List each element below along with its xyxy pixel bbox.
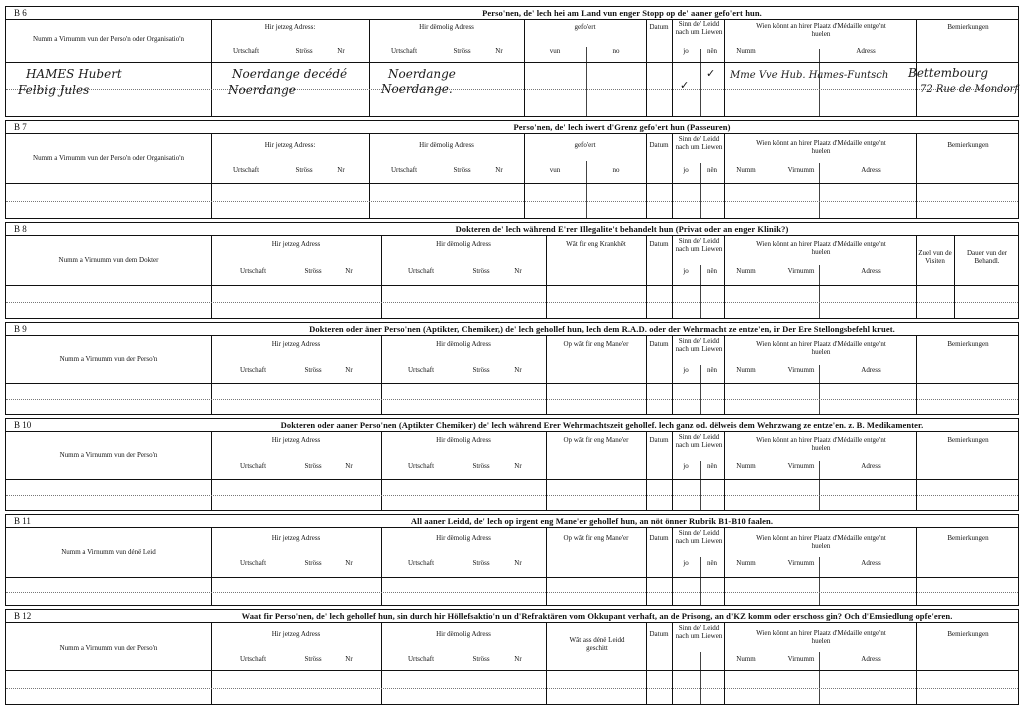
col-name-header: Numm a Virnumm vun der Perso'n oder Organisatio'n xyxy=(33,35,184,43)
section-code: B 11 xyxy=(14,516,31,526)
medal-sub-address: Adress xyxy=(861,366,881,374)
col-mid-header: gefo'ert xyxy=(574,23,596,31)
section-title: Perso'nen, de' lech iwert d'Grenz gefo'ert hun (Passeuren) xyxy=(513,122,731,132)
entry-now-1: Noerdange decédé xyxy=(232,67,348,81)
sense-no: nën xyxy=(706,47,718,55)
sub-street: Ströss xyxy=(472,655,490,663)
sub-street: Ströss xyxy=(472,462,490,470)
entry-then-2: Noerdange. xyxy=(381,82,453,96)
section-b8 xyxy=(5,222,1019,319)
col-medal-header: Wien könnt an hirer Plaatz d'Médaille entge'nt huelen xyxy=(756,240,886,256)
section-code: B 10 xyxy=(14,420,32,430)
sub-town: Urtschaft xyxy=(390,166,418,174)
sub-town: Urtschaft xyxy=(407,366,435,374)
sense-yes: jo xyxy=(683,559,689,567)
col-remarks-header: Bemierkungen xyxy=(947,340,989,348)
check-yes-mark: ✓ xyxy=(680,79,690,92)
sub-street: Ströss xyxy=(304,267,322,275)
sub-street: Ströss xyxy=(472,559,490,567)
entry-name-2: Felbig Jules xyxy=(18,83,90,97)
section-b12 xyxy=(5,609,1019,705)
medal-sub-name: Numm xyxy=(736,47,756,55)
sense-yes: jo xyxy=(683,366,689,374)
col-remarks-header: Bemierkungen xyxy=(947,23,989,31)
col-then-header: Hir dëmolig Adress xyxy=(436,630,491,638)
col-sense-header: Sinn de' Leidd nach um Liewen xyxy=(675,433,723,449)
medal-sub-address: Adress xyxy=(861,559,881,567)
section-b6 xyxy=(5,6,1019,117)
col-remarks-header: Bemierkungen xyxy=(947,534,989,542)
sub-street: Ströss xyxy=(472,366,490,374)
medal-sub-address: Adress xyxy=(861,267,881,275)
entry-medal: Mme Vve Hub. Hames-Funtsch xyxy=(730,70,889,81)
sense-no: nën xyxy=(706,559,718,567)
col-medal-header: Wien könnt an hirer Plaatz d'Médaille entge'nt huelen xyxy=(756,629,886,645)
sub-street: Ströss xyxy=(295,47,313,55)
check-no-mark: ✓ xyxy=(706,67,716,80)
section-code: B 6 xyxy=(14,8,27,18)
sub-town: Urtschaft xyxy=(407,655,435,663)
sub-town: Urtschaft xyxy=(390,47,418,55)
col-then-header: Hir dëmolig Adress xyxy=(419,141,474,149)
section-title: Waat fir Perso'nen, de' lech gehollef hun, sin durch hir Höllefsaktio'n un d'Refraktären vom Okkupant verhaft, an de Prisong, an d'KZ komm oder erschoss gin? Och d'Emsiedlung opfe'eren. xyxy=(241,611,953,621)
section-code: B 9 xyxy=(14,324,27,334)
col-medal-header: Wien könnt an hirer Plaatz d'Médaille entge'nt huelen xyxy=(756,534,886,550)
entry-then-1: Noerdange xyxy=(388,67,456,81)
sense-yes: jo xyxy=(683,462,689,470)
sense-no: nën xyxy=(706,462,718,470)
medal-sub-name: Numm xyxy=(736,655,756,663)
col-sense-header: Sinn de' Leidd nach um Liewen xyxy=(675,337,723,353)
section-title-row xyxy=(6,121,1018,134)
col-medal-header: Wien könnt an hirer Plaatz d'Médaille entge'nt huelen xyxy=(756,436,886,452)
sub-town: Urtschaft xyxy=(232,166,260,174)
section-title: Perso'nen, de' lech hei am Land vun enger Stopp op de' aaner gefo'ert hun. xyxy=(482,8,762,18)
medal-sub-firstname: Virnumm xyxy=(787,267,815,275)
section-title: All aaner Leidd, de' lech op irgent eng Mane'er gehollef hun, an nöt önner Rubrik B1-B10 faalen. xyxy=(410,516,774,526)
section-title-row xyxy=(6,515,1018,528)
sub-town: Urtschaft xyxy=(232,47,260,55)
sub-town: Urtschaft xyxy=(407,462,435,470)
medal-sub-address: Adress xyxy=(861,462,881,470)
section-b11 xyxy=(5,514,1019,606)
medal-sub-address: Adress xyxy=(861,655,881,663)
col-disease-header: Wât fir eng Krankhêt xyxy=(566,240,626,248)
col-name-header: Numm a Virnumm vun der Perso'n oder Organisatio'n xyxy=(33,154,184,162)
col-date-header: Datum xyxy=(649,534,669,542)
col-duration-header: Dauer vun der Behandl. xyxy=(966,249,1008,265)
sub-number: Nr xyxy=(514,559,522,567)
sub-town: Urtschaft xyxy=(239,559,267,567)
section-title: Dokteren de' lech während E'rer Illegalite't behandelt hun (Privat oder an enger Klinik?) xyxy=(455,224,789,234)
sub-town: Urtschaft xyxy=(407,267,435,275)
col-manner-header: Op wât fir eng Mane'er xyxy=(563,436,629,444)
col-medal-header: Wien könnt an hirer Plaatz d'Médaille entge'nt huelen xyxy=(756,139,886,155)
medal-sub-address: Adress xyxy=(861,166,881,174)
col-happened-header: Wât ass dénë Leidd geschitt xyxy=(569,636,625,652)
sub-number: Nr xyxy=(337,166,345,174)
col-now-header: Hir jetzeg Adress xyxy=(271,340,321,348)
sub-number: Nr xyxy=(345,462,353,470)
sub-street: Ströss xyxy=(304,655,322,663)
sub-number: Nr xyxy=(345,366,353,374)
section-title-row xyxy=(6,323,1018,336)
col-sense-header: Sinn de' Leidd nach um Liewen xyxy=(675,135,723,151)
medal-sub-firstname: Virnumm xyxy=(787,462,815,470)
col-then-header: Hir dëmolig Adress xyxy=(419,23,474,31)
sub-street: Ströss xyxy=(304,559,322,567)
col-mid-header: gefo'ert xyxy=(574,141,596,149)
section-title: Dokteren oder aaner Perso'nen (Aptikter Chemiker) de' lech während Erer Wehrmachtszeit gehollef. lech ganz od. dëlweis dem Wehrzwang ze entze'en. z. B. Medikamenter. xyxy=(280,420,924,430)
col-sense-header: Sinn de' Leidd nach um Liewen xyxy=(675,20,723,36)
col-remarks-header: Bemierkungen xyxy=(947,436,989,444)
section-b9 xyxy=(5,322,1019,415)
entry-remarks-2: 72 Rue de Mondorf xyxy=(920,84,1019,95)
col-name-header: Numm a Virnumm vun der Perso'n xyxy=(59,644,158,652)
sub-street: Ströss xyxy=(304,462,322,470)
col-then-header: Hir dëmolig Adress xyxy=(436,240,491,248)
sub-from: vun xyxy=(549,47,561,55)
sub-number: Nr xyxy=(345,267,353,275)
sub-street: Ströss xyxy=(304,366,322,374)
entry-remarks-1: Bettembourg xyxy=(908,66,989,80)
col-sense-header: Sinn de' Leidd nach um Liewen xyxy=(675,529,723,545)
col-name-header: Numm a Virnumm vun der Perso'n xyxy=(59,355,158,363)
sub-number: Nr xyxy=(514,462,522,470)
sense-yes: jo xyxy=(683,267,689,275)
entry-name-1: HAMES Hubert xyxy=(26,67,122,81)
sub-number: Nr xyxy=(514,655,522,663)
col-date-header: Datum xyxy=(649,141,669,149)
sense-no: nën xyxy=(706,166,718,174)
section-code: B 12 xyxy=(14,611,32,621)
sense-yes: jo xyxy=(683,166,689,174)
sub-street: Ströss xyxy=(453,166,471,174)
col-visits-header: Zuel vun de Visiten xyxy=(918,249,952,265)
sub-number: Nr xyxy=(514,267,522,275)
section-code: B 8 xyxy=(14,224,27,234)
col-name-header: Numm a Virnumm vun der Perso'n xyxy=(59,451,158,459)
col-medal-header: Wien könnt an hirer Plaatz d'Médaille entge'nt huelen xyxy=(756,22,886,38)
medal-sub-name: Numm xyxy=(736,366,756,374)
col-then-header: Hir dëmolig Adress xyxy=(436,436,491,444)
section-code: B 7 xyxy=(14,122,27,132)
col-now-header: Hir jetzeg Adress xyxy=(271,630,321,638)
col-medal-header: Wien könnt an hirer Plaatz d'Médaille entge'nt huelen xyxy=(756,340,886,356)
sub-to: no xyxy=(612,166,620,174)
col-date-header: Datum xyxy=(649,436,669,444)
sub-from: vun xyxy=(549,166,561,174)
medal-sub-name: Numm xyxy=(736,559,756,567)
medal-sub-name: Numm xyxy=(736,267,756,275)
col-now-header: Hir jetzeg Adress: xyxy=(264,23,316,31)
sub-street: Ströss xyxy=(295,166,313,174)
col-now-header: Hir jetzeg Adress xyxy=(271,534,321,542)
col-date-header: Datum xyxy=(649,240,669,248)
sense-yes: jo xyxy=(683,47,689,55)
col-sense-header: Sinn de' Leidd nach um Liewen xyxy=(675,624,723,640)
col-then-header: Hir dëmolig Adress xyxy=(436,340,491,348)
sub-street: Ströss xyxy=(472,267,490,275)
sub-town: Urtschaft xyxy=(239,267,267,275)
medal-sub-name: Numm xyxy=(736,166,756,174)
col-manner-header: Op wât fir eng Mane'er xyxy=(563,534,629,542)
col-then-header: Hir dëmolig Adress xyxy=(436,534,491,542)
col-date-header: Datum xyxy=(649,340,669,348)
col-now-header: Hir jetzeg Adress: xyxy=(264,141,316,149)
sub-number: Nr xyxy=(495,47,503,55)
col-name-header: Numm a Virnumm vun dénë Leid xyxy=(61,548,156,556)
col-manner-header: Op wât fir eng Mane'er xyxy=(563,340,629,348)
section-b7 xyxy=(5,120,1019,219)
medal-sub-firstname: Virnumm xyxy=(787,366,815,374)
medal-sub-name: Numm xyxy=(736,462,756,470)
sub-number: Nr xyxy=(514,366,522,374)
sub-town: Urtschaft xyxy=(239,366,267,374)
sub-town: Urtschaft xyxy=(407,559,435,567)
col-name-header: Numm a Virnumm vun dem Dokter xyxy=(58,256,159,264)
col-remarks-header: Bemierkungen xyxy=(947,141,989,149)
col-now-header: Hir jetzeg Adress xyxy=(271,240,321,248)
section-title-row xyxy=(6,419,1018,432)
sub-number: Nr xyxy=(495,166,503,174)
sub-number: Nr xyxy=(345,559,353,567)
sub-number: Nr xyxy=(345,655,353,663)
sub-town: Urtschaft xyxy=(239,462,267,470)
col-remarks-header: Bemierkungen xyxy=(947,630,989,638)
section-b10 xyxy=(5,418,1019,511)
col-sense-header: Sinn de' Leidd nach um Liewen xyxy=(675,237,723,253)
section-title-row xyxy=(6,610,1018,623)
medal-sub-firstname: Virnumm xyxy=(787,559,815,567)
medal-sub-firstname: Virnumm xyxy=(787,166,815,174)
medal-sub-address: Adress xyxy=(856,47,876,55)
col-date-header: Datum xyxy=(649,630,669,638)
sub-town: Urtschaft xyxy=(239,655,267,663)
sub-number: Nr xyxy=(337,47,345,55)
sub-to: no xyxy=(612,47,620,55)
sub-street: Ströss xyxy=(453,47,471,55)
sense-no: nën xyxy=(706,267,718,275)
entry-now-2: Noerdange xyxy=(228,83,296,97)
col-date-header: Datum xyxy=(649,23,669,31)
section-title-row xyxy=(6,223,1018,236)
section-title-row xyxy=(6,7,1018,20)
col-now-header: Hir jetzeg Adress xyxy=(271,436,321,444)
section-title: Dokteren oder äner Perso'nen (Aptikter, Chemiker,) de' lech gehollef hun, lech dem R.A.D. oder der Wehrmacht ze entze'en, ir Der Ere Stellongsbefehl kruet. xyxy=(309,324,895,334)
medal-sub-firstname: Virnumm xyxy=(787,655,815,663)
sense-no: nën xyxy=(706,366,718,374)
